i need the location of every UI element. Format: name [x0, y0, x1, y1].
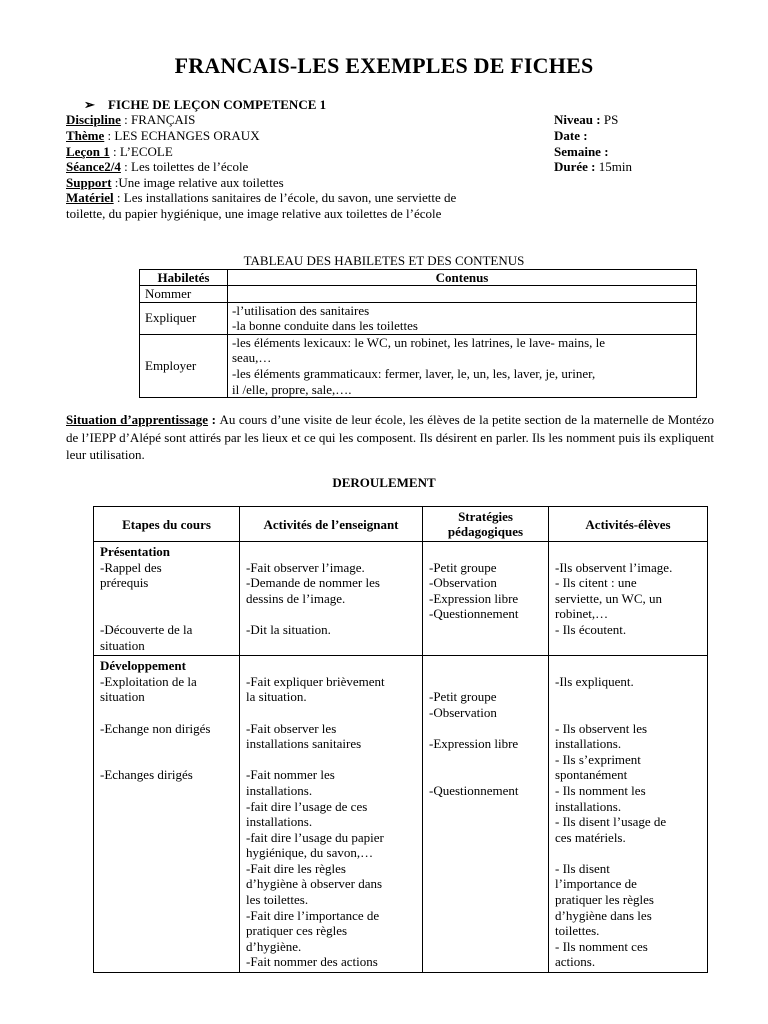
cell-line: [429, 674, 542, 690]
info-label: Discipline: [66, 112, 121, 127]
cell-line: installations.: [555, 736, 622, 752]
spacer: [555, 658, 701, 674]
cell-line: -Expression libre: [429, 590, 519, 606]
contenu-line: il /elle, propre, sale,….: [232, 381, 352, 397]
cell-line: d’hygiène.: [246, 938, 302, 954]
cell-line: robinet,…: [555, 606, 609, 622]
column-header: Contenus: [228, 270, 697, 286]
info-label: Semaine :: [554, 144, 609, 159]
cell-line: - Ils nomment ces: [555, 938, 648, 954]
cell-line: [555, 845, 701, 861]
habilete-cell: Nommer: [140, 286, 228, 303]
cell-line: installations.: [555, 798, 622, 814]
cell-line: -Questionnement: [429, 606, 519, 622]
cell-line: -Echange non dirigés: [100, 720, 211, 736]
cell-line: [429, 767, 542, 783]
cell-line: [246, 606, 416, 622]
cell-line: [246, 752, 416, 768]
table-row: [140, 334, 697, 397]
deroulement-table: [93, 506, 708, 973]
habiletes-table: [139, 269, 697, 398]
info-value: 15min: [595, 159, 632, 174]
info-semaine: [554, 144, 609, 160]
table-row: [94, 542, 708, 656]
situation-sep: :: [208, 412, 220, 427]
cell-line: dessins de l’image.: [246, 590, 346, 606]
cell-line: - Ils citent : une: [555, 575, 637, 591]
cell-line: l’importance de: [555, 876, 637, 892]
eleves-cell: [549, 542, 708, 656]
info-label: Leçon 1: [66, 144, 110, 159]
cell-line: [429, 721, 542, 737]
fiche-heading: [84, 97, 326, 113]
info-value: Les toilettes de l’école: [131, 159, 249, 174]
habilete-cell: Expliquer: [140, 302, 228, 334]
info-sep: :: [111, 175, 119, 190]
cell-line: - Ils s’expriment: [555, 751, 641, 767]
info-value: PS: [600, 112, 619, 127]
spacer: [246, 658, 416, 674]
cell-line: -Fait nommer les: [246, 767, 335, 783]
cell-line: serviette, un WC, un: [555, 590, 662, 606]
cell-line: d’hygiène dans les: [555, 907, 652, 923]
cell-line: -Exploitation de la: [100, 673, 197, 689]
enseignant-cell: [240, 656, 423, 973]
info-lecon: [66, 144, 173, 160]
section-heading: Développement: [100, 658, 186, 674]
info-value-continued: toilette, du papier hygiénique, une image relative aux toilettes de l’école: [66, 205, 442, 221]
column-header: Stratégies pédagogiques: [423, 507, 549, 542]
cell-line: la situation.: [246, 689, 307, 705]
eleves-cell: [549, 656, 708, 973]
cell-line: pratiquer les règles: [555, 892, 654, 908]
info-sep: :: [113, 190, 124, 205]
cell-line: [100, 606, 233, 622]
etape-cell: [94, 656, 240, 973]
cell-line: [555, 689, 701, 705]
cell-line: [100, 752, 233, 768]
cell-line: -Fait dire les règles: [246, 860, 346, 876]
cell-line: - Ils disent: [555, 860, 610, 876]
table-header-row: [94, 507, 708, 542]
info-seance: [66, 159, 248, 175]
cell-line: [555, 705, 701, 721]
arrow-bullet-icon: ➢: [84, 97, 95, 112]
cell-line: - Ils observent les: [555, 720, 648, 736]
info-sep: :: [109, 144, 120, 159]
info-label: Support: [66, 175, 112, 190]
spacer: [246, 544, 416, 560]
cell-line: -Dit la situation.: [246, 621, 331, 637]
cell-line: [429, 752, 542, 768]
cell-line: hygiénique, du savon,…: [246, 845, 374, 861]
cell-line: - Ils disent l’usage de: [555, 814, 667, 830]
info-discipline: [66, 112, 195, 128]
cell-line: ces matériels.: [555, 829, 626, 845]
fiche-label: FICHE DE LEÇON COMPETENCE 1: [108, 97, 327, 112]
cell-line: -Fait expliquer brièvement: [246, 673, 385, 689]
cell-line: -Demande de nommer les: [246, 575, 380, 591]
contenus-cell: [228, 286, 697, 303]
strategie-cell: [423, 656, 549, 973]
spacer: [429, 658, 542, 674]
cell-line: - Ils écoutent.: [555, 621, 627, 637]
spacer: [555, 544, 701, 560]
table-header-row: [140, 270, 697, 286]
info-label: Thème: [66, 128, 105, 143]
cell-line: pratiquer ces règles: [246, 923, 348, 939]
cell-line: les toilettes.: [246, 892, 309, 908]
cell-line: toilettes.: [555, 923, 600, 939]
info-label: Niveau :: [554, 112, 601, 127]
cell-line: [100, 736, 233, 752]
cell-line: -Rappel des: [100, 559, 162, 575]
info-sep: :: [120, 112, 132, 127]
section-heading: Présentation: [100, 544, 171, 559]
info-date: [554, 128, 588, 144]
situation-label: Situation d’apprentissage: [66, 412, 209, 427]
cell-line: prérequis: [100, 575, 149, 591]
cell-line: [100, 705, 233, 721]
info-value: L’ECOLE: [119, 144, 173, 159]
etape-cell: [94, 542, 240, 656]
contenu-line: -l’utilisation des sanitaires: [232, 302, 370, 318]
info-sep: :: [120, 159, 132, 174]
cell-line: -Ils observent l’image.: [555, 559, 673, 575]
info-value: FRANÇAIS: [131, 112, 196, 127]
info-support: [66, 175, 284, 191]
info-materiel: [66, 190, 536, 221]
cell-line: -Fait nommer des actions: [246, 954, 378, 970]
cell-line: -Observation: [429, 704, 497, 720]
info-value: Les installations sanitaires de l’école, du savon, une serviette de: [123, 190, 457, 205]
info-label: Matériel: [66, 190, 114, 205]
cell-line: d’hygiène à observer dans: [246, 876, 383, 892]
cell-line: -Petit groupe: [429, 559, 497, 575]
cell-line: -Questionnement: [429, 782, 519, 798]
cell-line: installations.: [246, 814, 313, 830]
habiletes-table-caption: TABLEAU DES HABILETES ET DES CONTENUS: [243, 253, 525, 268]
info-value: LES ECHANGES ORAUX: [114, 128, 260, 143]
habilete-cell: Employer: [140, 334, 228, 397]
info-niveau: [554, 112, 618, 128]
deroulement-title: DEROULEMENT: [332, 475, 436, 490]
info-label: Durée :: [554, 159, 596, 174]
cell-line: -Fait dire l’importance de: [246, 907, 380, 923]
situation-text: Au cours d’une visite de leur école, les élèves de la petite section de la maternelle de Montézo de l’IEPP d’Alépé sont attirés par les lieux et ce qui les composent. Ils désirent en parler. Ils les nomment puis ils expliquent leur utilisation.: [66, 412, 714, 462]
cell-line: -Observation: [429, 575, 497, 591]
cell-line: [100, 591, 233, 607]
cell-line: -fait dire l’usage de ces: [246, 798, 368, 814]
cell-line: -Petit groupe: [429, 689, 497, 705]
cell-line: [246, 705, 416, 721]
strategie-cell: [423, 542, 549, 656]
column-header: Activités de l’enseignant: [240, 507, 423, 542]
table-row: [140, 286, 697, 303]
contenu-line: seau,…: [232, 350, 272, 366]
contenu-line: -les éléments grammaticaux: fermer, laver, le, un, les, laver, je, uriner,: [232, 365, 596, 381]
column-header: Activités-élèves: [549, 507, 708, 542]
table-row: [140, 302, 697, 334]
column-header: Habiletés: [140, 270, 228, 286]
table-row: [94, 656, 708, 973]
cell-line: spontanément: [555, 767, 628, 783]
cell-line: situation: [100, 689, 145, 705]
cell-line: -Fait observer les: [246, 720, 337, 736]
info-label: Date :: [554, 128, 588, 143]
enseignant-cell: [240, 542, 423, 656]
document-title: FRANCAIS-LES EXEMPLES DE FICHES: [174, 53, 594, 78]
cell-line: installations.: [246, 782, 313, 798]
contenus-cell: [228, 334, 697, 397]
situation-apprentissage: [66, 411, 714, 464]
info-theme: [66, 128, 260, 144]
cell-line: actions.: [555, 954, 596, 970]
cell-line: -fait dire l’usage du papier: [246, 829, 384, 845]
contenu-line: -la bonne conduite dans les toilettes: [232, 318, 418, 334]
contenus-cell: [228, 302, 697, 334]
cell-line: -Fait observer l’image.: [246, 559, 365, 575]
contenu-line: -les éléments lexicaux: le WC, un robinet, les latrines, le lave- mains, le: [232, 334, 606, 350]
info-value: Une image relative aux toilettes: [118, 175, 284, 190]
cell-line: - Ils nomment les: [555, 782, 646, 798]
cell-line: -Echanges dirigés: [100, 767, 193, 783]
info-duree: [554, 159, 632, 175]
column-header: Etapes du cours: [94, 507, 240, 542]
cell-line: situation: [100, 637, 145, 653]
cell-line: installations sanitaires: [246, 736, 362, 752]
info-label: Séance2/4: [66, 159, 121, 174]
spacer: [429, 544, 542, 560]
cell-line: -Expression libre: [429, 736, 519, 752]
cell-line: -Découverte de la: [100, 621, 193, 637]
info-sep: :: [104, 128, 115, 143]
cell-line: -Ils expliquent.: [555, 673, 634, 689]
